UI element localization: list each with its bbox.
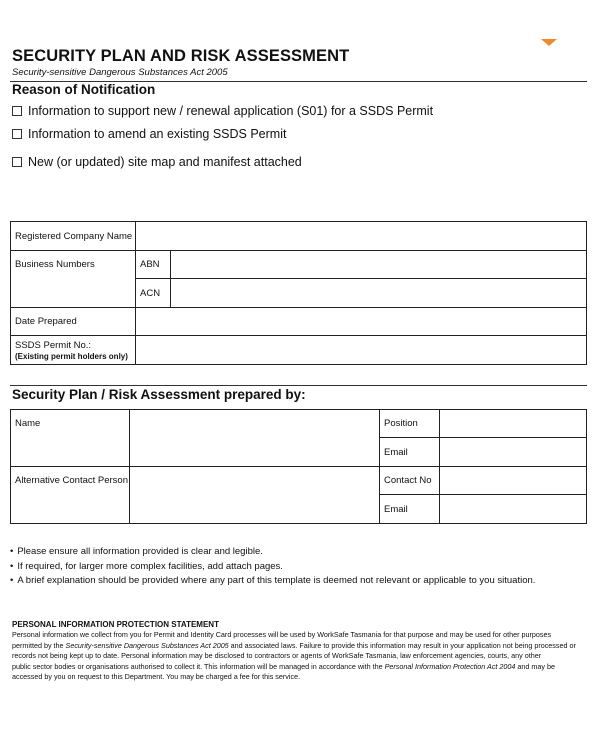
instructions-list [10,545,535,589]
privacy-text: and associated laws. Failure to provide this information may result in your application not being processed or [228,640,576,650]
checkbox[interactable] [12,157,22,167]
form-title: SECURITY PLAN AND RISK ASSESSMENT [12,47,350,65]
privacy-text: and may be [515,661,555,671]
position-label: Position [380,410,440,438]
email-label: Email [380,438,440,467]
orange-marker-icon [541,39,557,46]
privacy-statement-title: PERSONAL INFORMATION PROTECTION STATEMENT [12,620,219,629]
company-details-table [10,221,587,365]
privacy-line [12,641,592,652]
email-field[interactable] [440,438,587,467]
act-name: Personal Information Protection Act 2004 [384,661,516,671]
name-label: Name [11,410,130,467]
privacy-line: Personal information we collect from you for Permit and Identity Card processes will be used by WorkSafe Tasmania for that purpose and may be used for other purposes [12,630,552,639]
date-prepared-label: Date Prepared [11,308,136,336]
form-subtitle: Security-sensitive Dangerous Substances Act 2005 [12,67,228,78]
reason-option-new-renewal[interactable] [12,104,433,118]
ssds-permit-no-text: SSDS Permit No.: [15,339,92,351]
position-field[interactable] [440,410,587,438]
privacy-line: accessed by you on request to this Department. You may be charged a fee for this service. [12,672,301,682]
prepared-by-table [10,409,587,524]
acn-field[interactable] [171,279,587,308]
date-prepared-field[interactable] [136,308,587,336]
instruction-item: • Please ensure all information provided is clear and legible. [10,545,535,560]
ssds-permit-label [11,336,136,365]
act-name: Security-sensitive Dangerous Substances Act 2005 [65,640,229,650]
privacy-text: public sector bodies or organisations authorised to collect it. This information will be managed in accordance with the [12,661,385,671]
alt-email-label: Email [380,495,440,524]
registered-company-name-label: Registered Company Name [11,222,136,251]
reason-option-site-map[interactable] [12,155,302,169]
reason-option-label: Information to amend an existing SSDS Permit [28,127,287,141]
contact-no-label: Contact No [380,467,440,495]
alternative-contact-label: Alternative Contact Person [11,467,130,524]
ssds-permit-note: (Existing permit holders only) [15,351,128,361]
checkbox[interactable] [12,106,22,116]
prepared-by-heading: Security Plan / Risk Assessment prepared by: [12,387,306,402]
alternative-contact-field[interactable] [130,467,380,524]
ssds-permit-field[interactable] [136,336,587,365]
reason-option-amend[interactable] [12,127,286,141]
business-numbers-label: Business Numbers [11,251,136,308]
privacy-statement-body [12,630,592,683]
privacy-line [12,662,592,673]
instruction-item: • If required, for larger more complex facilities, add attach pages. [10,560,535,575]
abn-label: ABN [136,251,171,279]
reason-option-label: Information to support new / renewal application (S01) for a SSDS Permit [28,104,434,118]
contact-no-field[interactable] [440,467,587,495]
reason-option-label: New (or updated) site map and manifest attached [28,155,302,169]
abn-field[interactable] [171,251,587,279]
privacy-line: records not being kept up to date. Personal information may be disclosed to contractors or agents of WorkSafe Tasmania, law enforcement agencies, courts, any other [12,651,542,661]
name-field[interactable] [130,410,380,467]
acn-label: ACN [136,279,171,308]
divider [10,385,587,386]
reason-heading: Reason of Notification [12,82,156,97]
registered-company-name-field[interactable] [136,222,587,251]
instruction-item: • A brief explanation should be provided where any part of this template is deemed not relevant or applicable to you situation. [10,574,535,589]
checkbox[interactable] [12,129,22,139]
alt-email-field[interactable] [440,495,587,524]
privacy-text: permitted by the [12,640,66,650]
